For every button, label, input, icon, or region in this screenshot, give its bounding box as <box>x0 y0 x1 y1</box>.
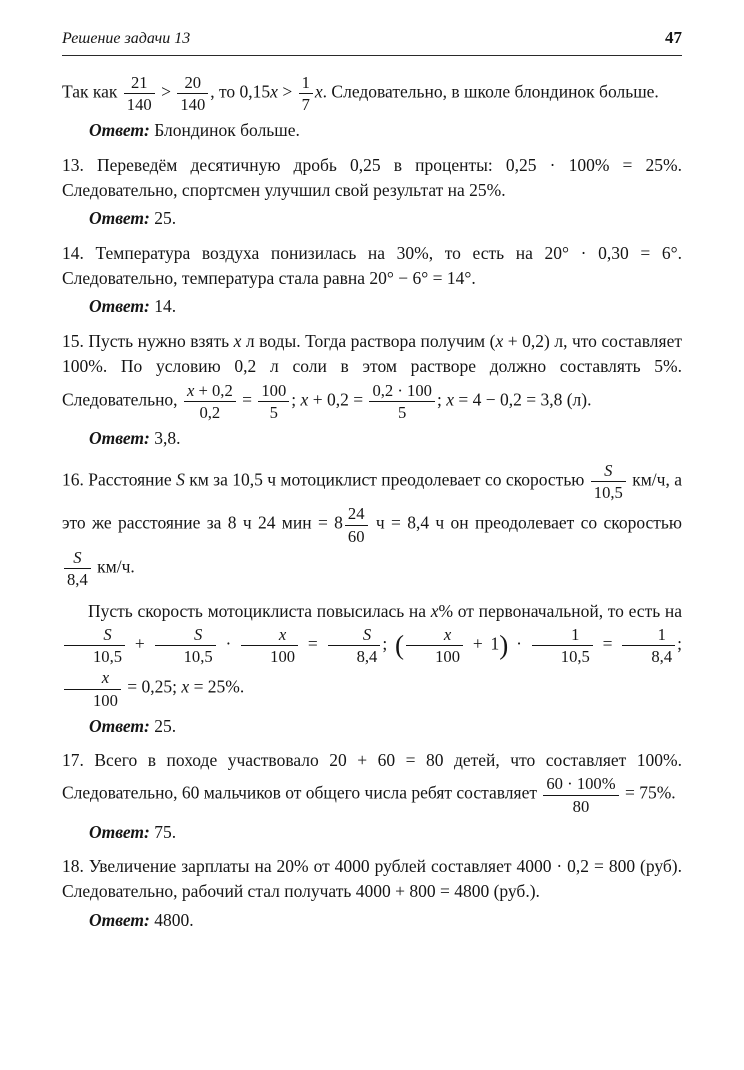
math-variable: x <box>430 600 439 621</box>
fraction <box>406 625 463 666</box>
fraction-denominator: 60 <box>347 526 365 546</box>
math-variable: x <box>101 668 110 688</box>
math-variable: S <box>193 625 203 645</box>
math-variable: x <box>186 380 195 400</box>
fraction <box>177 73 208 114</box>
fraction-numerator <box>64 548 91 569</box>
page-number: 47 <box>665 28 682 47</box>
fraction-denominator: 0,2 <box>199 402 221 422</box>
fraction-denominator: 10,5 <box>93 647 123 667</box>
fraction <box>369 381 435 422</box>
fraction <box>155 625 216 666</box>
math-variable: x <box>300 389 309 410</box>
solution-paragraph: Пусть скорость мотоциклиста повысилась на x% от первоначальной, то есть на $\frac{S}{10,5}$ + $\frac{S}{10,5}$ · $\frac{x}{100}$ = $\frac{S}{8,4}$ ; ( $\frac{x}{100}$ + 1) · $\frac{1}{10,5}$ = $\frac{1}{8,4}$ ; $\frac{x}{100}$ = 0,25; x = 25%. <box>62 599 682 711</box>
big-paren: ) <box>499 630 509 661</box>
fraction <box>532 625 593 666</box>
math-variable: x <box>314 81 323 102</box>
answer-line <box>89 118 682 143</box>
answer-line <box>89 908 682 933</box>
answer-line <box>89 294 682 319</box>
page-header <box>62 28 682 56</box>
solution-paragraph: 18. Увеличение зарплаты на 20% от 4000 рублей составляет 4000 · 0,2 = 800 (руб). Следовательно, рабочий стал получать 4000 + 800 = 4800 (руб.). <box>62 856 682 902</box>
fraction-numerator <box>591 461 626 482</box>
answer-label: Ответ: <box>89 909 150 930</box>
fraction-numerator: 1 <box>622 625 675 646</box>
fraction-numerator: 1 <box>299 73 313 94</box>
fraction <box>328 625 381 666</box>
fraction <box>591 461 626 502</box>
fraction <box>241 625 298 666</box>
fraction-numerator <box>406 625 463 646</box>
answer-label: Ответ: <box>89 715 150 736</box>
answer-value: 3,8. <box>149 427 181 448</box>
fraction-denominator: 140 <box>180 95 206 115</box>
fraction-denominator: 5 <box>269 402 278 422</box>
fraction-numerator <box>64 625 125 646</box>
fraction <box>543 774 618 815</box>
math-variable: S <box>362 625 372 645</box>
solution-paragraph: Так как $\frac{21}{140}$ > $\frac{20}{140}$ , то 0,15x > $\frac{1}{7}$ x. Следовательно, в школе блондинок больше. <box>62 73 659 115</box>
fraction-numerator: 1 <box>532 625 593 646</box>
math-variable: x <box>233 330 242 351</box>
answer-label: Ответ: <box>89 427 150 448</box>
answer-label: Ответ: <box>89 120 150 141</box>
math-variable: x <box>446 389 454 410</box>
fraction-denominator: 8,4 <box>651 647 673 667</box>
fraction-numerator: 24 <box>345 504 368 525</box>
math-variable: S <box>73 547 82 567</box>
fraction-denominator: 7 <box>301 95 310 115</box>
fraction-numerator <box>241 625 298 646</box>
answer-value: 75. <box>149 821 177 842</box>
fraction-denominator: 5 <box>398 402 407 422</box>
math-variable: x <box>495 330 504 351</box>
fraction <box>184 381 236 422</box>
fraction-denominator: 80 <box>572 796 590 816</box>
fraction-denominator: 140 <box>126 95 152 115</box>
solution-paragraph: 15. Пусть нужно взять x л воды. Тогда раствора получим (x + 0,2) л, что составляет 100%. По условию 0,2 л соли в этом растворе должно составлять 5%. Следовательно, $\frac{x + 0,2}{0,2}$ = $\frac{100}{5}$ ; x + 0,2 = $\frac{0,2 \cdot 100}{5}$ ; x = 4 − 0,2 = 3,8 (л). <box>62 330 682 422</box>
answer-label: Ответ: <box>89 208 150 229</box>
math-variable: x <box>181 677 190 698</box>
solution-paragraph: 16. Расстояние S км за 10,5 ч мотоциклист преодолевает со скоростью $\frac{S}{10,5}$ км/ч, а это же расстояние за 8 ч 24 мин = 8 $\frac{24}{60}$ ч = 8,4 ч он преодолевает со скоростью $\frac{S}{8,4}$ км/ч. <box>62 461 682 589</box>
answer-value: 25. <box>149 208 177 229</box>
fraction-numerator <box>64 668 121 689</box>
fraction <box>64 625 125 666</box>
fraction <box>124 73 155 114</box>
fraction-numerator: 20 <box>177 73 208 94</box>
fraction <box>64 548 91 589</box>
answer-value: Блондинок больше. <box>149 120 300 141</box>
answer-value: 25. <box>149 715 177 736</box>
math-variable: S <box>103 625 112 645</box>
fraction-denominator: 100 <box>93 690 118 710</box>
fraction-numerator <box>155 625 216 646</box>
fraction-denominator: 10,5 <box>183 647 213 667</box>
fraction-denominator: 100 <box>270 647 296 667</box>
answer-label: Ответ: <box>89 821 150 842</box>
running-title: Решение задачи 13 <box>62 30 191 47</box>
answer-line <box>89 206 682 231</box>
fraction-numerator <box>328 625 381 646</box>
solution-paragraph: 17. Всего в походе участвовало 20 + 60 = 80 детей, что составляет 100%. Следовательно, 60 мальчиков от общего числа ребят составляет $\frac{60 \cdot 100\%}{80}$ = 75%. <box>62 750 682 816</box>
fraction-numerator: 100 <box>258 381 289 402</box>
math-variable: x <box>443 625 452 645</box>
fraction-denominator: 8,4 <box>356 647 378 667</box>
answer-label: Ответ: <box>89 296 150 317</box>
math-variable: x <box>278 625 287 645</box>
answer-line <box>89 820 682 845</box>
fraction-denominator: 100 <box>435 647 460 667</box>
answer-value: 14. <box>149 296 177 317</box>
solution-paragraph: 13. Переведём десятичную дробь 0,25 в проценты: 0,25 · 100% = 25%. Следовательно, спортсмен улучшил свой результат на 25%. <box>62 154 682 200</box>
math-variable: S <box>604 461 613 481</box>
math-variable: S <box>176 469 185 490</box>
big-paren: ( <box>395 630 405 661</box>
answer-value: 4800. <box>149 909 194 930</box>
content <box>62 56 682 933</box>
fraction <box>299 73 313 114</box>
fraction-denominator: 10,5 <box>593 483 623 503</box>
answer-line <box>89 426 682 451</box>
fraction-denominator: 8,4 <box>67 569 88 589</box>
solution-paragraph: 14. Температура воздуха понизилась на 30%, то есть на 20° · 0,30 = 6°. Следовательно, температура стала равна 20° − 6° = 14°. <box>62 242 682 289</box>
fraction-numerator: x + 0,2 <box>184 381 236 402</box>
math-variable: x <box>270 81 278 102</box>
fraction-numerator: 0,2 · 100 <box>369 381 435 402</box>
fraction-numerator: 60 · 100% <box>543 774 618 795</box>
fraction <box>64 668 121 709</box>
answer-line <box>89 714 682 739</box>
fraction-denominator: 10,5 <box>560 647 590 667</box>
fraction <box>622 625 675 666</box>
fraction <box>258 381 289 422</box>
fraction <box>345 504 368 545</box>
fraction-numerator: 21 <box>124 73 155 94</box>
